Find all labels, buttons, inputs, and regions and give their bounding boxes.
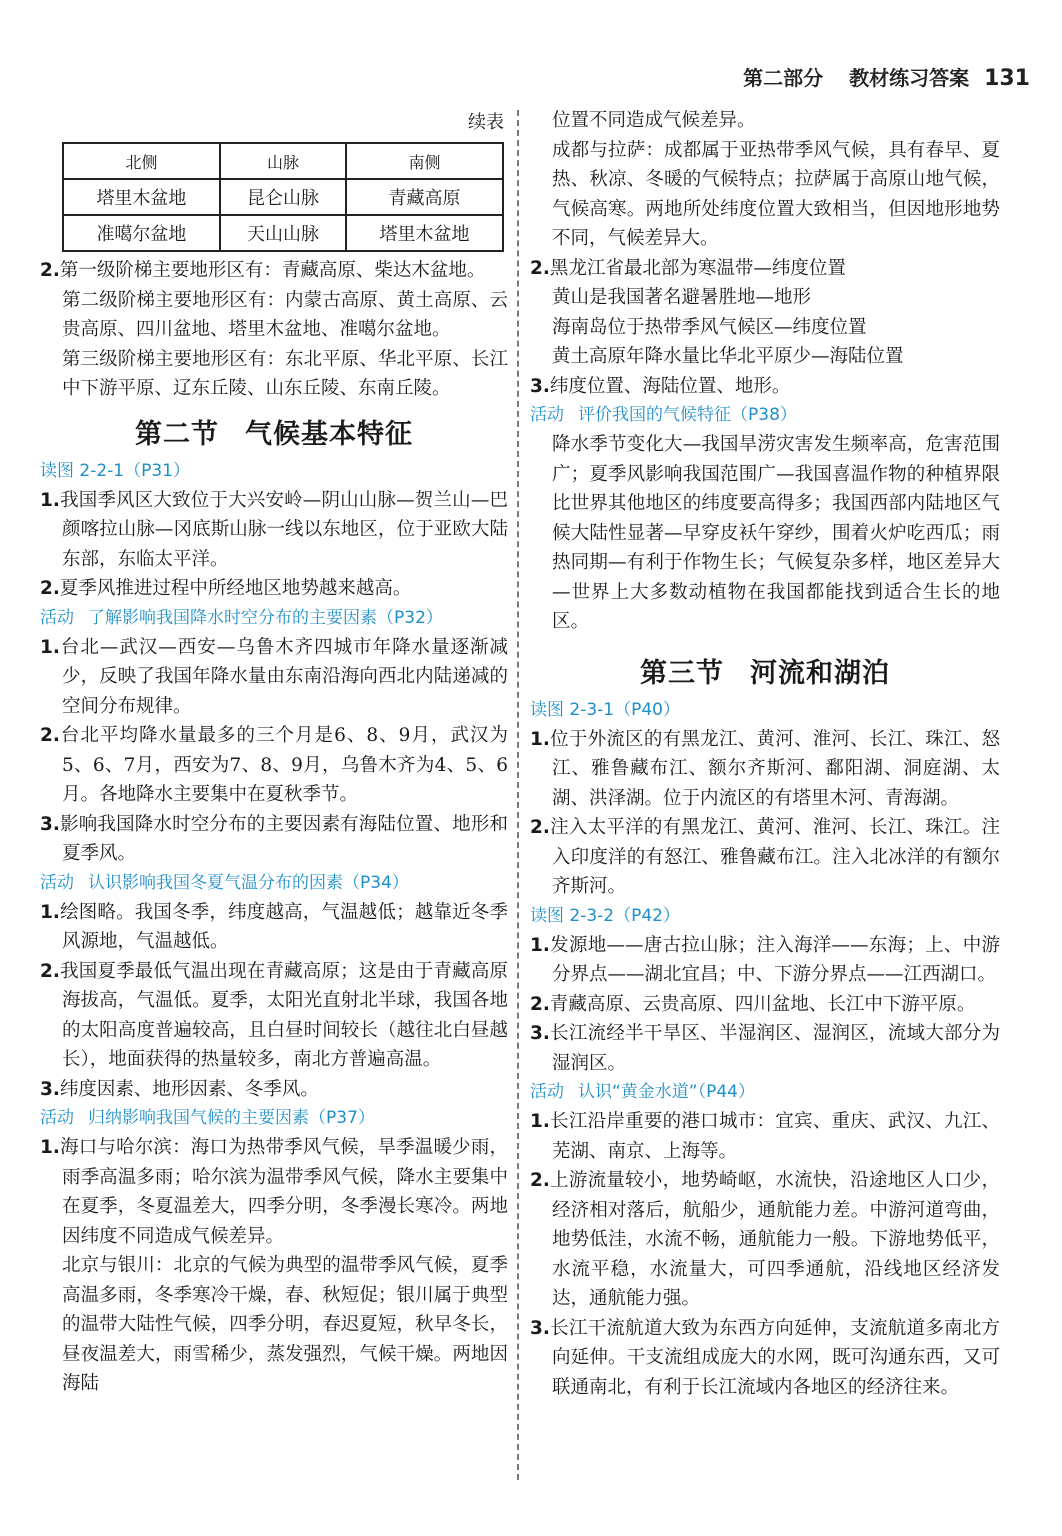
table-header-cell: 山脉	[220, 143, 346, 179]
activity-label: 活动	[40, 872, 74, 893]
table-cell: 塔里木盆地	[63, 179, 220, 215]
activity-title: 了解影响我国降水时空分布的主要因素（P32）	[88, 607, 443, 628]
answer-item	[530, 813, 1000, 902]
answer-item	[40, 256, 508, 286]
answer-line: 第二级阶梯主要地形区有：内蒙古高原、黄土高原、云贵高原、四川盆地、塔里木盆地、准噶尔盆地。	[62, 289, 508, 340]
item-number: 2.	[40, 725, 60, 746]
item-number: 3.	[40, 813, 60, 835]
answer-item	[530, 372, 1000, 402]
page-number: 131	[984, 66, 1030, 91]
item-text: 影响我国降水时空分布的主要因素有海陆位置、地形和夏季风。	[59, 813, 508, 864]
answer-item	[40, 633, 508, 722]
answer-line: 黄土高原年降水量比华北平原少—海陆位置	[552, 346, 904, 367]
read-figure-label: 读图 2-3-2（P42）	[530, 905, 681, 926]
item-number: 3.	[530, 1317, 550, 1339]
answer-item	[40, 1133, 508, 1251]
item-number: 2.	[40, 260, 60, 281]
answer-paragraph: 降水季节变化大—我国旱涝灾害发生频率高，危害范围广；夏季风影响我国范围广—我国喜温作物的种植界限比世界其他地区的纬度要高得多；我国西部内陆地区气候大陆性显著—早穿皮袄午穿纱，围着火炉吃西瓜；雨热同期—有利于作物生长；气候复杂多样，地区差异大—世界上大多数动植物在我国都能找到适合生长的地区。	[552, 434, 1000, 632]
section-name: 气候基本特征	[245, 418, 413, 450]
page-header	[700, 62, 1030, 92]
item-text: 长江干流航道大致为东西方向延伸，支流航道多南北方向延伸。干支流组成庞大的水网，既可沟通东西，又可联通南北，有利于长江流域内各地区的经济往来。	[549, 1317, 1000, 1398]
answer-item	[530, 990, 1000, 1020]
item-number: 1.	[40, 636, 60, 658]
activity-title: 评价我国的气候特征（P38）	[578, 405, 797, 425]
item-text: 长江沿岸重要的港口城市：宜宾、重庆、武汉、九江、芜湖、南京、上海等。	[549, 1111, 1000, 1162]
answer-item	[40, 957, 508, 1075]
activity-title: 归纳影响我国气候的主要因素（P37）	[88, 1108, 375, 1128]
answer-line: 海南岛位于热带季风气候区—纬度位置	[552, 316, 867, 338]
item-text: 我国季风区大致位于大兴安岭—阴山山脉—贺兰山—巴颜喀拉山脉—冈底斯山脉一线以东地区，位于亚欧大陆东部，东临太平洋。	[59, 489, 508, 570]
item-text: 纬度因素、地形因素、冬季风。	[59, 1078, 319, 1100]
section-title	[530, 651, 1000, 690]
activity-label: 活动	[40, 1108, 74, 1128]
item-number: 2.	[530, 257, 550, 279]
item-number: 3.	[530, 375, 550, 397]
answer-item	[530, 1166, 1000, 1314]
answer-item	[40, 574, 508, 604]
table-cell: 准噶尔盆地	[63, 215, 220, 251]
item-text: 我国夏季最低气温出现在青藏高原；这是由于青藏高原海拔高，气温低。夏季，太阳光直射北半球，我国各地的太阳高度普遍较高，且白昼时间较长（越往北白昼越长），地面获得的热量较多，南北方普遍高温。	[59, 960, 508, 1070]
activity-title: 认识影响我国冬夏气温分布的因素（P34）	[88, 872, 409, 893]
item-number: 1.	[530, 728, 550, 750]
answer-item	[530, 1314, 1000, 1403]
right-column	[530, 106, 1000, 1402]
section-number: 第三节	[640, 657, 724, 689]
answer-item	[40, 721, 508, 810]
item-text: 第一级阶梯主要地形区有：青藏高原、柴达木盆地。	[59, 260, 486, 281]
section-name: 河流和湖泊	[750, 657, 890, 689]
item-text: 台北平均降水量最多的三个月是6、8、9月，武汉为5、6、7月，西安为7、8、9月，乌鲁木齐为4、5、6月。各地降水主要集中在夏秋季节。	[59, 725, 508, 805]
table-cell: 昆仑山脉	[220, 179, 346, 215]
item-number: 2.	[40, 960, 60, 982]
column-divider	[517, 110, 519, 1480]
item-number: 2.	[530, 817, 550, 838]
item-number: 2.	[40, 578, 60, 599]
item-text: 夏季风推进过程中所经地区地势越来越高。	[59, 578, 412, 599]
header-title: 教材练习答案	[849, 66, 970, 90]
item-text: 青藏高原、云贵高原、四川盆地、长江中下游平原。	[549, 993, 976, 1015]
table-row	[63, 179, 503, 215]
section-title	[40, 412, 508, 451]
activity-label: 活动	[530, 1082, 564, 1102]
answer-line: 第三级阶梯主要地形区有：东北平原、华北平原、长江中下游平原、辽东丘陵、山东丘陵、东南丘陵。	[62, 348, 508, 399]
item-text: 注入太平洋的有黑龙江、黄河、淮河、长江、珠江。注入印度洋的有怒江、雅鲁藏布江。注入北冰洋的有额尔齐斯河。	[549, 817, 1000, 897]
answer-line: 黄山是我国著名避暑胜地—地形	[552, 287, 812, 308]
item-number: 1.	[40, 901, 60, 923]
table-header-cell: 北侧	[63, 143, 220, 179]
activity-title: 认识“黄金水道”（P44）	[578, 1082, 755, 1102]
answer-item	[40, 1075, 508, 1105]
item-text: 位于外流区的有黑龙江、黄河、淮河、长江、珠江、怒江、雅鲁藏布江、额尔齐斯河、鄱阳湖、洞庭湖、太湖、洪泽湖。位于内流区的有塔里木河、青海湖。	[549, 728, 1000, 809]
answer-item	[530, 1019, 1000, 1078]
item-text: 黑龙江省最北部为寒温带—纬度位置	[549, 257, 846, 279]
item-number: 1.	[40, 489, 60, 511]
answer-item	[40, 898, 508, 957]
item-number: 1.	[530, 934, 550, 956]
item-text: 绘图略。我国冬季，纬度越高，气温越低；越靠近冬季风源地，气温越低。	[59, 901, 508, 952]
item-text: 台北—武汉—西安—乌鲁木齐四城市年降水量逐渐减少，反映了我国年降水量由东南沿海向西北内陆递减的空间分布规律。	[59, 636, 508, 717]
item-number: 3.	[40, 1078, 60, 1100]
table-cell: 青藏高原	[346, 179, 503, 215]
activity-label: 活动	[530, 405, 564, 425]
answer-item	[40, 810, 508, 869]
activity-heading	[530, 1078, 1000, 1107]
item-text: 长江流经半干旱区、半湿润区、湿润区，流域大部分为湿润区。	[549, 1023, 1000, 1074]
answer-paragraph: 北京与银川：北京的气候为典型的温带季风气候，夏季高温多雨，冬季寒冷干燥，春、秋短促；银川属于典型的温带大陆性气候，四季分明，春迟夏短，秋早冬长，昼夜温差大，雨雪稀少，蒸发强烈，气候干燥。两地因海陆	[62, 1255, 508, 1394]
item-text: 纬度位置、海陆位置、地形。	[549, 375, 791, 397]
answer-line: 位置不同造成气候差异。	[552, 110, 756, 131]
item-number: 1.	[40, 1137, 60, 1158]
answer-item	[530, 725, 1000, 814]
answer-item	[40, 486, 508, 575]
mountain-table	[62, 142, 504, 252]
answer-item	[530, 1107, 1000, 1166]
activity-heading	[40, 1104, 508, 1133]
activity-heading	[40, 869, 508, 898]
answer-paragraph: 成都与拉萨：成都属于亚热带季风气候，具有春早、夏热、秋凉、冬暖的气候特点；拉萨属于高原山地气候，气候高寒。两地所处纬度位置大致相当，但因地形地势不同，气候差异大。	[552, 139, 1000, 249]
left-column	[40, 108, 508, 1399]
activity-label: 活动	[40, 607, 74, 628]
table-cell: 天山山脉	[220, 215, 346, 251]
read-figure-label: 读图 2-3-1（P40）	[530, 699, 681, 720]
item-number: 1.	[530, 1111, 550, 1132]
item-number: 2.	[530, 993, 550, 1015]
table-row	[63, 215, 503, 251]
item-text: 上游流量较小，地势崎岖，水流快，沿途地区人口少，经济相对落后，航船少，通航能力差。中游河道弯曲，地势低洼，水流不畅，通航能力一般。下游地势低平，水流平稳，水流量大，可四季通航，沿线地区经济发达，通航能力强。	[549, 1170, 1000, 1309]
activity-heading	[530, 401, 1000, 430]
item-text: 发源地——唐古拉山脉；注入海洋——东海；上、中游分界点——湖北宜昌；中、下游分界点——江西湖口。	[549, 934, 1000, 985]
item-number: 2.	[530, 1170, 550, 1191]
continued-label: 续表	[468, 112, 504, 133]
item-text: 海口与哈尔滨：海口为热带季风气候，旱季温暖少雨，雨季高温多雨；哈尔滨为温带季风气候，降水主要集中在夏季，冬夏温差大，四季分明，冬季漫长寒冷。两地因纬度不同造成气候差异。	[59, 1137, 508, 1247]
activity-heading	[40, 604, 508, 633]
table-header-cell: 南侧	[346, 143, 503, 179]
header-section: 第二部分	[743, 66, 824, 90]
section-number: 第二节	[135, 418, 219, 450]
item-number: 3.	[530, 1023, 550, 1044]
answer-item	[530, 931, 1000, 990]
answer-item	[530, 254, 1000, 284]
read-figure-label: 读图 2-2-1（P31）	[40, 460, 191, 481]
table-header-row	[63, 143, 503, 179]
table-cell: 塔里木盆地	[346, 215, 503, 251]
